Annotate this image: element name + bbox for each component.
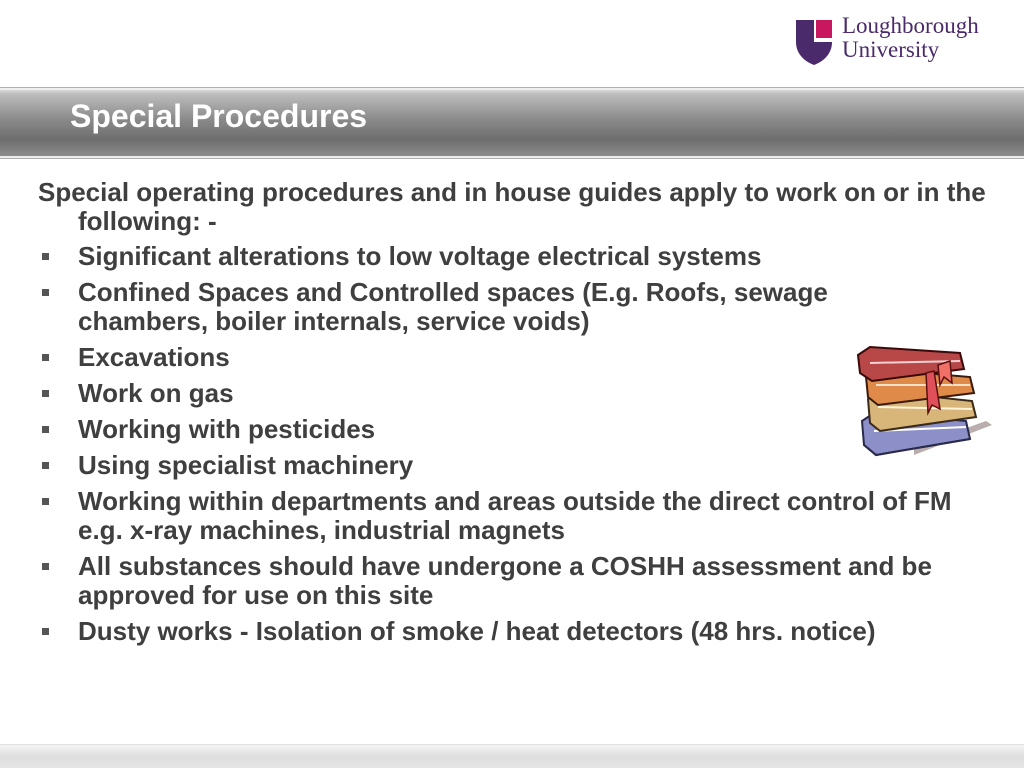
list-item-text: Significant alterations to low voltage electrical systems (78, 241, 762, 271)
list-item-text: Working with pesticides (78, 414, 376, 444)
list-item (38, 278, 1003, 336)
stack-of-books-icon (854, 343, 994, 459)
list-item-text: Using specialist machinery (78, 450, 414, 480)
square-bullet-icon (42, 426, 49, 433)
logo-line-1: Loughborough (842, 13, 979, 38)
footer-band (0, 744, 1024, 768)
list-item (38, 617, 1003, 646)
list-item-text: All substances should have undergone a COSHH assessment and be approved for use on this site (78, 551, 932, 610)
square-bullet-icon (42, 563, 49, 570)
square-bullet-icon (42, 253, 49, 260)
square-bullet-icon (42, 628, 49, 635)
title-bar (0, 88, 1024, 158)
intro-paragraph: Special operating procedures and in house guides apply to work on or in the following: - (38, 177, 986, 236)
list-item-text: Working within departments and areas outside the direct control of FM e.g. x-ray machines, industrial magnets (78, 486, 952, 545)
list-item (38, 242, 1003, 271)
square-bullet-icon (42, 390, 49, 397)
university-logo (794, 14, 1009, 70)
list-item-text: Work on gas (78, 378, 234, 408)
list-item-text: Confined Spaces and Controlled spaces (E.g. Roofs, sewage chambers, boiler internals, service voids) (78, 277, 828, 336)
university-shield-icon (794, 18, 834, 66)
list-item (38, 487, 1003, 545)
logo-wordmark (842, 14, 979, 62)
list-item (38, 552, 1003, 610)
square-bullet-icon (42, 462, 49, 469)
slide-title: Special Procedures (70, 98, 368, 134)
square-bullet-icon (42, 354, 49, 361)
square-bullet-icon (42, 289, 49, 296)
logo-line-2: University (842, 37, 940, 62)
square-bullet-icon (42, 498, 49, 505)
list-item-text: Excavations (78, 342, 230, 372)
list-item-text: Dusty works - Isolation of smoke / heat detectors (48 hrs. notice) (78, 616, 876, 646)
